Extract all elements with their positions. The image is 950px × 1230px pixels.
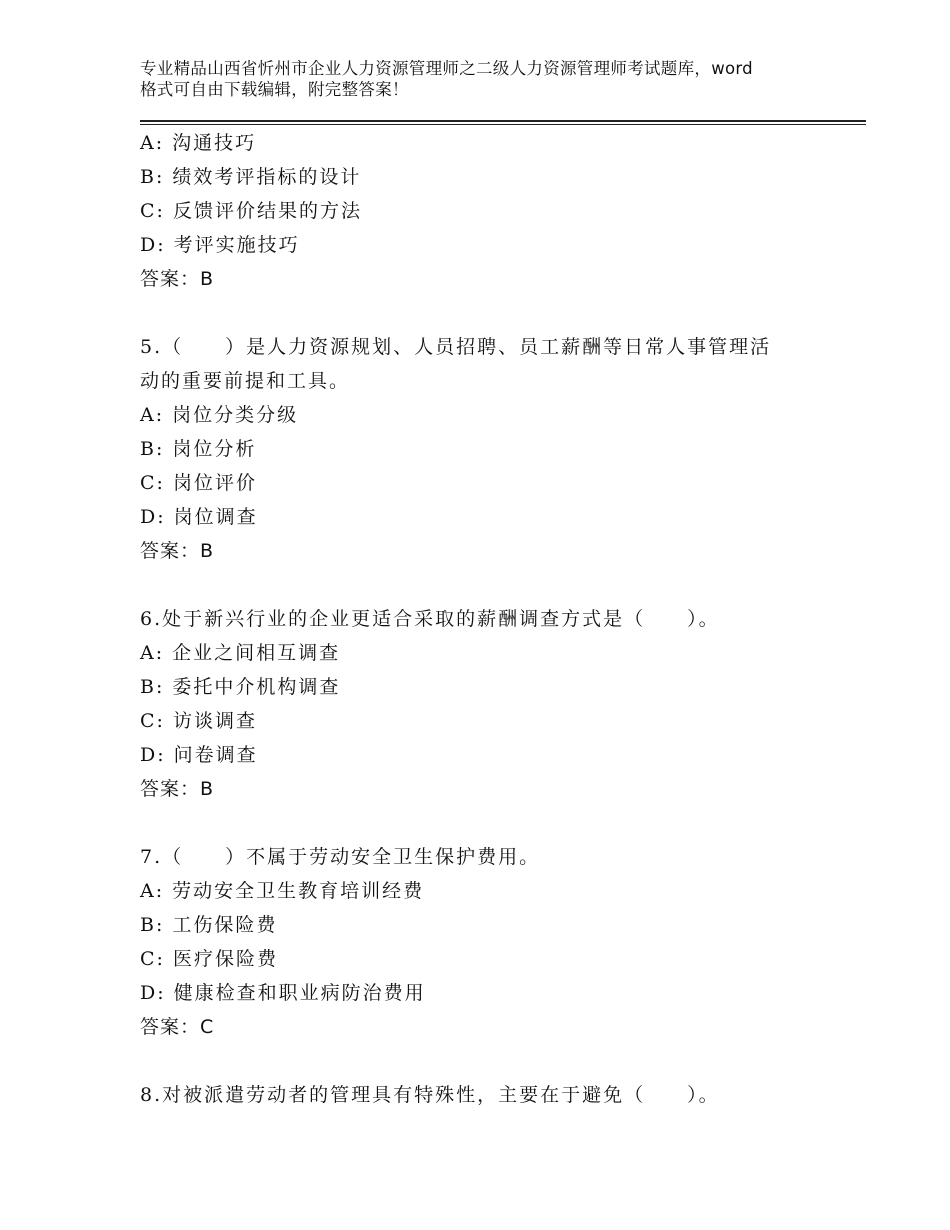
option-d: D: 问卷调查 [140,744,258,766]
option-d: D: 健康检查和职业病防治费用 [140,982,426,1004]
header-line-1: 专业精品山西省忻州市企业人力资源管理师之二级人力资源管理师考试题库，word [140,59,753,78]
option-a: A: 沟通技巧 [140,132,257,154]
option-a: A: 企业之间相互调查 [140,642,341,664]
spacer [140,296,866,330]
option-a: A: 岗位分类分级 [140,404,299,426]
question-list [140,126,866,1112]
spacer [140,806,866,840]
answer: 答案：B [140,778,215,800]
option-c: C: 反馈评价结果的方法 [140,200,362,222]
question-text: 8.对被派遣劳动者的管理具有特殊性，主要在于避免（ ）。 [140,1084,720,1106]
question-4 [140,126,866,296]
spacer [140,568,866,602]
option-b: B: 工伤保险费 [140,914,278,936]
question-5 [140,330,866,568]
option-d: D: 岗位调查 [140,506,258,528]
option-b: B: 绩效考评指标的设计 [140,166,362,188]
answer: 答案：B [140,540,215,562]
question-text: 6.处于新兴行业的企业更适合采取的薪酬调查方式是（ ）。 [140,608,720,630]
question-text: 7.（ ）不属于劳动安全卫生保护费用。 [140,846,541,868]
answer: 答案：B [140,268,215,290]
header-rule-thick [140,120,866,122]
option-c: C: 岗位评价 [140,472,257,494]
option-b: B: 委托中介机构调查 [140,676,341,698]
option-a: A: 劳动安全卫生教育培训经费 [140,880,425,902]
option-d: D: 考评实施技巧 [140,234,300,256]
question-8 [140,1078,866,1112]
answer: 答案：C [140,1016,215,1038]
option-c: C: 医疗保险费 [140,948,278,970]
question-7 [140,840,866,1044]
document-header [140,58,830,100]
header-line-2: 格式可自由下载编辑，附完整答案！ [140,80,409,99]
question-6 [140,602,866,806]
spacer [140,1044,866,1078]
option-c: C: 访谈调查 [140,710,257,732]
question-text-cont: 动的重要前提和工具。 [140,370,351,392]
option-b: B: 岗位分析 [140,438,257,460]
question-text: 5.（ ）是人力资源规划、人员招聘、员工薪酬等日常人事管理活 [140,336,772,358]
header-rule-thin [140,124,866,125]
